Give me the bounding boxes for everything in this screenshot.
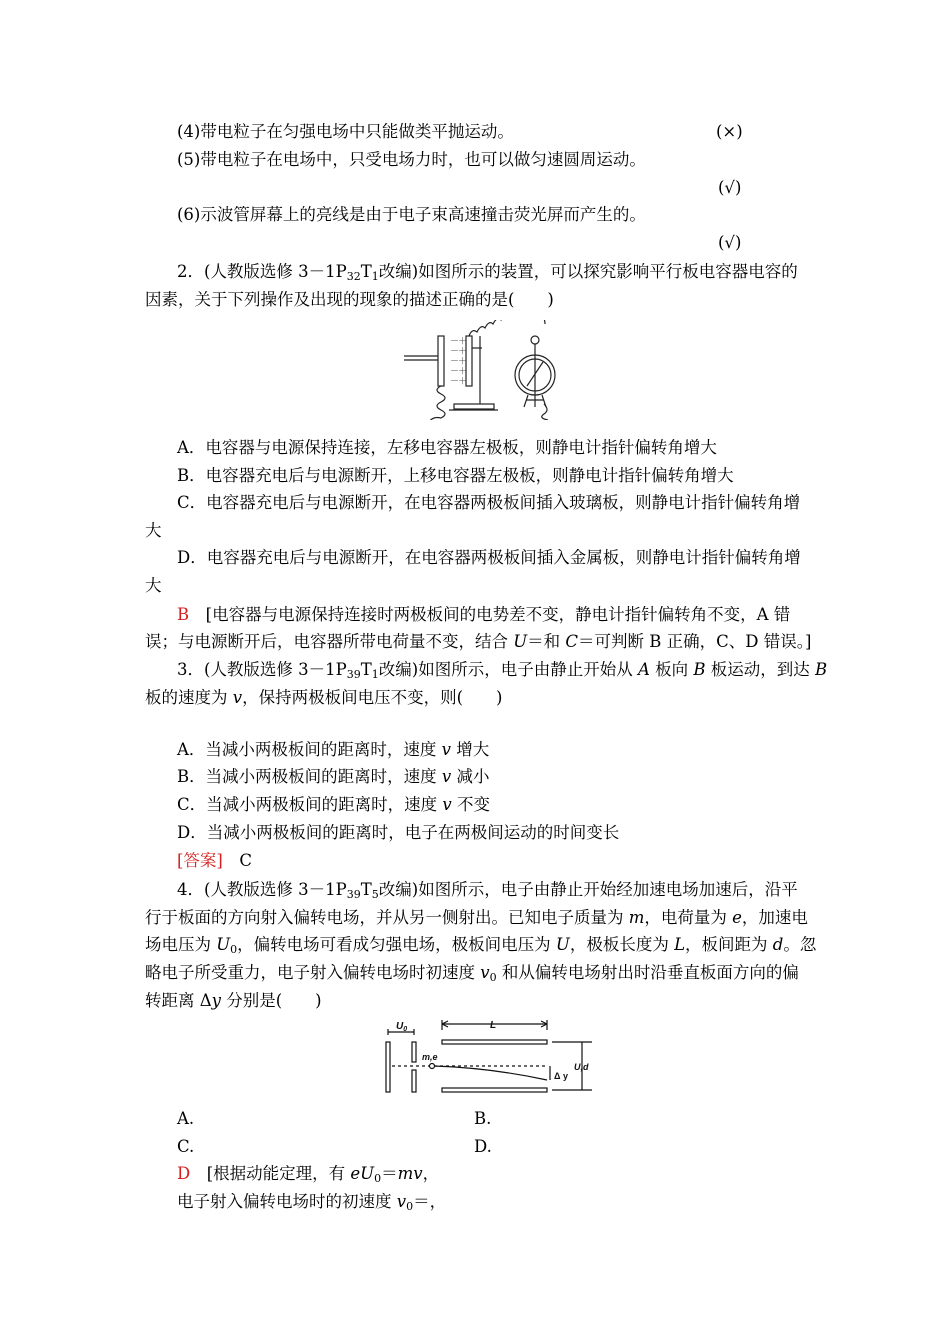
- svg-text:＋: ＋: [458, 346, 468, 356]
- capacitor-electrometer-figure: [402, 320, 572, 420]
- q2-answer-letter: B: [177, 605, 190, 624]
- svg-text:＋: ＋: [458, 376, 468, 386]
- q2-option-b: B．电容器充电后与电源断开，上移电容器左极板，则静电计指针偏转角增大: [177, 466, 734, 485]
- q3-option-b: B．当减小两极板间的距离时，速度 v 减小: [177, 767, 490, 786]
- svg-text:－: －: [450, 336, 460, 346]
- judge-mark-5: (√): [718, 178, 742, 197]
- q3-option-a: A．当减小两极板间的距离时，速度 v 增大: [177, 740, 490, 759]
- q4-option-d: D.: [474, 1137, 492, 1156]
- q2-option-c-line1: C．电容器充电后与电源断开，在电容器两极板间插入玻璃板，则静电计指针偏转角增: [177, 493, 801, 512]
- svg-text:－: －: [450, 346, 460, 356]
- svg-text:L: L: [490, 1020, 497, 1031]
- judge-mark-4: (×): [716, 122, 743, 141]
- svg-text:－: －: [450, 366, 460, 376]
- q3-answer-label: [答案]: [177, 851, 223, 870]
- q2-option-c-line2: 大: [145, 521, 162, 540]
- q2-stem-line2: 因素，关于下列操作及出现的现象的描述正确的是( ): [145, 290, 554, 309]
- q2-option-d-line2: 大: [145, 576, 162, 595]
- svg-text:－: －: [450, 356, 460, 366]
- judge-item-5: (5)带电粒子在电场中，只受电场力时，也可以做匀速圆周运动。: [177, 150, 646, 169]
- q2-stem-line1: 2．(人教版选修 $3-1P_{32}T_1$改编)如图所示的装置，可以探究影响平行板电容器电容的: [177, 262, 798, 283]
- q2-explanation-line2: 误；与电源断开后，电容器所带电荷量不变，结合 U＝和 C＝可判断 B 正确，C、D 错误。]: [145, 632, 812, 651]
- judge-item-6: (6)示波管屏幕上的亮线是由于电子束高速撞击荧光屏而产生的。: [177, 205, 646, 224]
- q4-answer-letter: D: [177, 1164, 191, 1183]
- q3-option-d: D．当减小两极板间的距离时，电子在两极间运动的时间变长: [177, 823, 620, 842]
- svg-text:m,e: m,e: [422, 1052, 438, 1062]
- q4-stem-line3: 场电压为 $U_0$，偏转电场可看成匀强电场，极板间电压为 U，极板长度为 L，板间距为 d。忽: [145, 935, 817, 956]
- svg-text:＋: ＋: [458, 356, 468, 366]
- q3-option-c: C．当减小两极板间的距离时，速度 v 不变: [177, 795, 490, 814]
- q4-explanation-line2: 电子射入偏转电场时的初速度 $v_0=$，: [177, 1192, 447, 1213]
- svg-text:U,d: U,d: [574, 1062, 589, 1072]
- q3-stem-line2: 板的速度为 v，保持两极板间电压不变，则( ): [145, 688, 503, 707]
- q4-stem-line1: 4．(人教版选修 $3-1P_{39}T_5$改编)如图所示，电子由静止开始经加速电场加速后，沿平: [177, 880, 798, 901]
- q2-explanation-line1: B [电容器与电源保持连接时两极板间的电势差不变，静电计指针偏转角不变，A 错: [177, 605, 791, 624]
- judge-mark-6: (√): [718, 233, 742, 252]
- q2-option-d-line1: D．电容器充电后与电源断开，在电容器两极板间插入金属板，则静电计指针偏转角增: [177, 548, 801, 567]
- judge-item-4: (4)带电粒子在匀强电场中只能做类平抛运动。: [177, 122, 514, 141]
- q4-explanation-line1: D [根据动能定理，有 $eU_0=mv$，: [177, 1164, 440, 1185]
- q3-stem-line1: 3．(人教版选修 $3-1P_{39}T_1$改编)如图所示，电子由静止开始从 A 板向 B 板运动，到达 B: [177, 660, 828, 681]
- svg-text:＋: ＋: [458, 366, 468, 376]
- q4-stem-line2: 行于板面的方向射入偏转电场，并从另一侧射出。已知电子质量为 m，电荷量为 e，加速电: [145, 908, 808, 927]
- q4-option-b: B.: [474, 1109, 492, 1128]
- q4-stem-line5: 转距离 Δy 分别是( ): [145, 991, 322, 1010]
- svg-text:＋: ＋: [458, 336, 468, 346]
- q2-option-a: A．电容器与电源保持连接，左移电容器左极板，则静电计指针偏转角增大: [177, 438, 717, 457]
- q4-stem-line4: 略电子所受重力，电子射入偏转电场时初速度 $v_0$ 和从偏转电场射出时沿垂直板面方向的偏: [145, 963, 799, 984]
- q3-answer: [答案] C: [177, 851, 252, 870]
- svg-text:－: －: [450, 376, 460, 386]
- deflection-field-figure: [382, 1020, 607, 1100]
- svg-text:Δ y: Δ y: [554, 1071, 568, 1081]
- q4-option-a: A.: [177, 1109, 195, 1128]
- svg-text:U0: $U_0$: [396, 1021, 408, 1033]
- q4-option-c: C.: [177, 1137, 195, 1156]
